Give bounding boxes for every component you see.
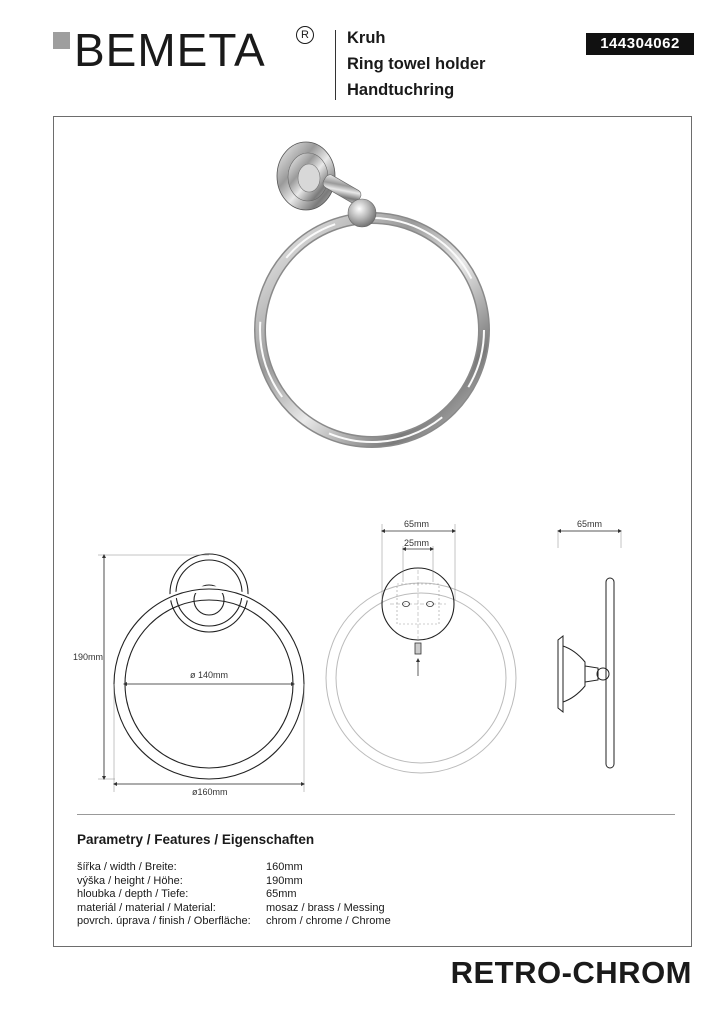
brand-logo: BEMETA bbox=[74, 24, 266, 76]
spec-label-finish: povrch. úprava / finish / Oberfläche: bbox=[77, 915, 251, 928]
spec-value-finish: chrom / chrome / Chrome bbox=[266, 915, 391, 928]
product-name-cz: Kruh bbox=[347, 29, 386, 47]
spec-label-height: výška / height / Höhe: bbox=[77, 874, 183, 887]
registered-mark: R bbox=[296, 26, 314, 44]
spec-value-height: 190mm bbox=[266, 874, 303, 887]
mounting-view-drawing bbox=[326, 524, 516, 773]
dim-depth-label: 65mm bbox=[577, 519, 603, 529]
spec-label-width: šířka / width / Breite: bbox=[77, 861, 177, 873]
product-photo bbox=[260, 142, 484, 442]
dim-height-label: 190mm bbox=[73, 652, 104, 662]
dim-rosette-label: 65mm bbox=[404, 519, 430, 529]
spec-value-material: mosaz / brass / Messing bbox=[266, 901, 385, 914]
spec-labels bbox=[77, 861, 251, 929]
params-divider bbox=[77, 814, 675, 815]
product-name-de: Handtuchring bbox=[347, 81, 455, 99]
product-name-en: Ring towel holder bbox=[347, 55, 486, 73]
spec-values bbox=[266, 861, 391, 929]
spec-value-depth: 65mm bbox=[266, 888, 297, 901]
dim-inner-diameter-label: ø 140mm bbox=[190, 670, 229, 680]
dim-width-label: ø160mm bbox=[192, 787, 228, 797]
series-name: RETRO-CHROM bbox=[450, 955, 692, 990]
spec-label-material: materiál / material / Material: bbox=[77, 901, 216, 914]
spec-value-width: 160mm bbox=[266, 861, 303, 873]
product-code: 144304062 bbox=[586, 33, 694, 55]
dim-hole-spacing-label: 25mm bbox=[404, 538, 430, 548]
spec-label-depth: hloubka / depth / Tiefe: bbox=[77, 888, 189, 901]
side-view-drawing bbox=[558, 531, 621, 768]
params-title: Parametry / Features / Eigenschaften bbox=[77, 832, 315, 847]
